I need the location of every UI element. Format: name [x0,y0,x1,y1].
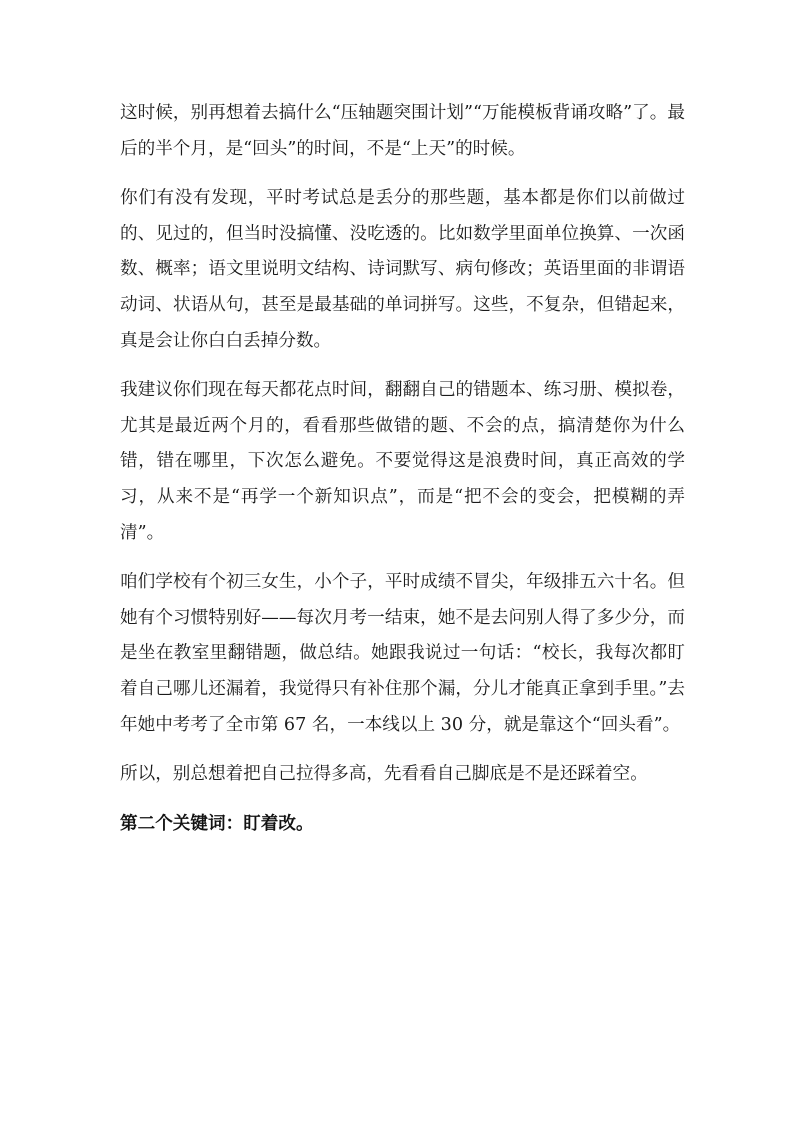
paragraph-3: 我建议你们现在每天都花点时间，翻翻自己的错题本、练习册、模拟卷，尤其是最近两个月的，看看那些做错的题、不会的点，搞清楚你为什么错，错在哪里，下次怎么避免。不要觉得这是浪费时间，真正高效的学习，从来不是“再学一个新知识点”，而是“把不会的变会，把模糊的弄清”。 [120,380,685,543]
paragraph-4: 咱们学校有个初三女生，小个子，平时成绩不冒尖，年级排五六十名。但她有个习惯特别好——每次月考一结束，她不是去问别人得了多少分，而是坐在教室里翻错题，做总结。她跟我说过一句话：“校长，我每次都盯着自己哪儿还漏着，我觉得只有补住那个漏，分儿才能真正拿到手里。”去年她中考考了全市第 67 名，一本线以上 30 分，就是靠这个“回头看”。 [120,572,685,735]
section-heading: 第二个关键词：盯着改。 [120,813,314,834]
paragraph-1: 这时候，别再想着去搞什么“压轴题突围计划”“万能模板背诵攻略”了。最后的半个月，是“回头”的时间，不是“上天”的时候。 [120,103,685,159]
paragraph-2: 你们有没有发现，平时考试总是丢分的那些题，基本都是你们以前做过的、见过的，但当时没搞懂、没吃透的。比如数学里面单位换算、一次函数、概率；语文里说明文结构、诗词默写、病句修改；英语里面的非谓语动词、状语从句，甚至是最基础的单词拼写。这些，不复杂，但错起来，真是会让你白白丢掉分数。 [120,188,685,351]
document-body [120,96,685,842]
paragraph-5: 所以，别总想着把自己拉得多高，先看看自己脚底是不是还踩着空。 [120,764,648,785]
